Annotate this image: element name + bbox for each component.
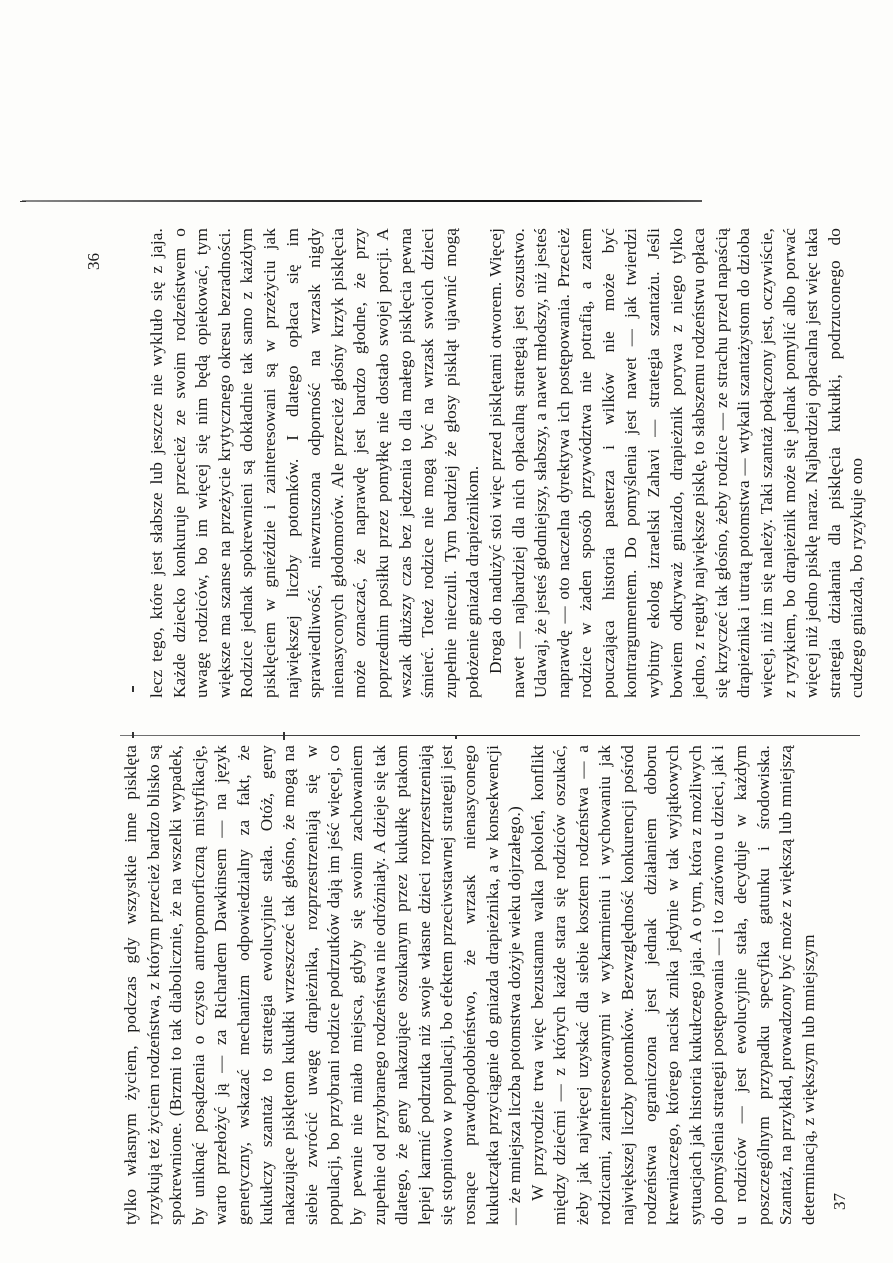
margin-mark — [132, 732, 134, 738]
page-37-text — [120, 745, 820, 1225]
page-number-right: 37 — [830, 1193, 849, 1210]
paragraph: Droga do nadużyć stoi więc przed pisklętami otworem. Więcej nawet — najbardziej dla nich opłacalną strategią jest oszustwo. Udawaj, że jesteś głodniejszy, słabszy, a nawet młodszy, niż jesteś naprawdę — oto naczelna dyrektywa ich postępowania. Przecież rodzice w żaden sposób przywództwa nie potrafią, a zatem pouczająca historia pasterza i wilków nie może być kontrargumentem. Do pomyślenia jest nawet — jak twierdzi wybitny ekolog izraelski Zahavi — strategia szantażu. Jeśli bowiem odkryważ gniazdo, drapieżnik porywa z niego tylko jedno, z reguły największe pisklę, to słabszemu rodzeństwu opłaca się krzyczeć tak głośno, żeby rodzice — ze strachu przed napaścią drapieżnika i utratą potomstwa — wtykali szantażystom do dzioba więcej, niż im się należy. Taki szantaż połączony jest, oczywiście, z ryzykiem, bo drapieżnik może się jednak pomylić albo porwać więcej niż jedno pisklę naraz. Najbardziej opłacalna jest więc taka strategia działania dla pisklęcia kukułki, podrzuconego do cudzego gniazda, bo ryzykuje ono — [485, 228, 867, 698]
margin-mark — [20, 201, 26, 202]
margin-mark — [132, 686, 134, 692]
page-top-rule — [22, 200, 702, 202]
page-36-text — [146, 228, 869, 698]
paragraph: W przyrodzie trwa więc bezustanna walka pokoleń, konflikt między dziećmi — z których każde stara się rodziców oszukać, żeby jak najwięcej uzyskać dla siebie kosztem rodzeństwa — a rodzicami, zainteresowanymi w wykarmieniu i wychowaniu jak największej liczby potomków. Bezwzględność konkurencji pośród rodzeństwa ograniczona jest jednak działaniem doboru krewniaczego, którego nacisk znika jedynie w tak wyjątkowych sytuacjach jak historia kukułczego jaja. A o tym, która z możliwych do pomyślenia strategii postępowania — i to zarówno u dzieci, jak i u rodziców — jest ewolucyjnie stała, decyduje w każdym poszczególnym przypadku specyfika gatunku i środowiska. Szantaż, na przykład, prowadzony być może z większą lub mniejszą determinacją, z większym lub mniejszym — [527, 745, 818, 1225]
margin-mark — [283, 732, 285, 740]
page-fold-rule — [120, 735, 860, 736]
page-number-left: 36 — [84, 253, 103, 270]
paragraph: lecz tego, które jest słabsze lub jeszcze nie wykluło się z jaja. Każde dziecko konkuruje przecież ze swoim rodzeństwem o uwagę rodziców, bo im więcej się nim będą opiekować, tym większe ma szanse na przeżycie krytycznego okresu bezradności. Rodzice jednak spokrewnieni są dokładnie tak samo z każdym pisklęciem w gnieździe i zainteresowani są w przeżyciu jak największej liczby potomków. I dlatego opłaca się im sprawiedliwość, niewzruszona odporność na wrzask nigdy nienasyconych głodomorów. Ale przecież głośny krzyk pisklęcia może oznaczać, że naprawdę jest bardzo głodne, że przy poprzednim posiłku przez pomyłkę nie dostało swojej porcji. A wszak dłuższy czas bez jedzenia to dla małego pisklęcia pewna śmierć. Toteż rodzice nie mogą być na wrzask swoich dzieci zupełnie nieczuli. Tym bardziej że głosy piskląt ujawnić mogą położenie gniazda drapieżnikom. — [147, 228, 483, 698]
paragraph: tylko własnym życiem, podczas gdy wszystkie inne pisklęta ryzykują też życiem rodzeństwa, z którym przecież bardzo blisko są spokrewnione. (Brzmi to tak diabolicznie, że na wszelki wypadek, by uniknąć posądzenia o czysto antropomorficzną mistyfikację, warto przełożyć ją — za Richardem Dawkinsem — na język genetyczny, wskazać mechanizm odpowiedzialny za fakt, że kukułczy szantaż to strategia ewolucyjnie stała. Otóż, geny nakazujące pisklętom kukułki wrzeszczeć tak głośno, że mogą na siebie zwrócić uwagę drapieżnika, rozprzestrzeniają się w populacji, bo przybrani rodzice podrzutków dają im jeść więcej, co by pewnie nie miało miejsca, gdyby się swoim zachowaniem zupełnie od przybranego rodzeństwa nie odróżniały. A dzieje się tak dlatego, że geny nakazujące oszukanym przez kukułkę ptakom lepiej karmić podrzutka niż swoje własne dzieci rozprzestrzeniają się stopniowo w populacji, bo efektem przeciwstawnej strategii jest rosnące prawdopodobieństwo, że wrzask nienasyconego kukułczątka przyciągnie do gniazda drapieżnika, a w konsekwencji — że mniejsza liczba potomstwa dożyje wieku dojrzałego.) — [121, 745, 525, 1225]
margin-mark — [455, 735, 457, 739]
